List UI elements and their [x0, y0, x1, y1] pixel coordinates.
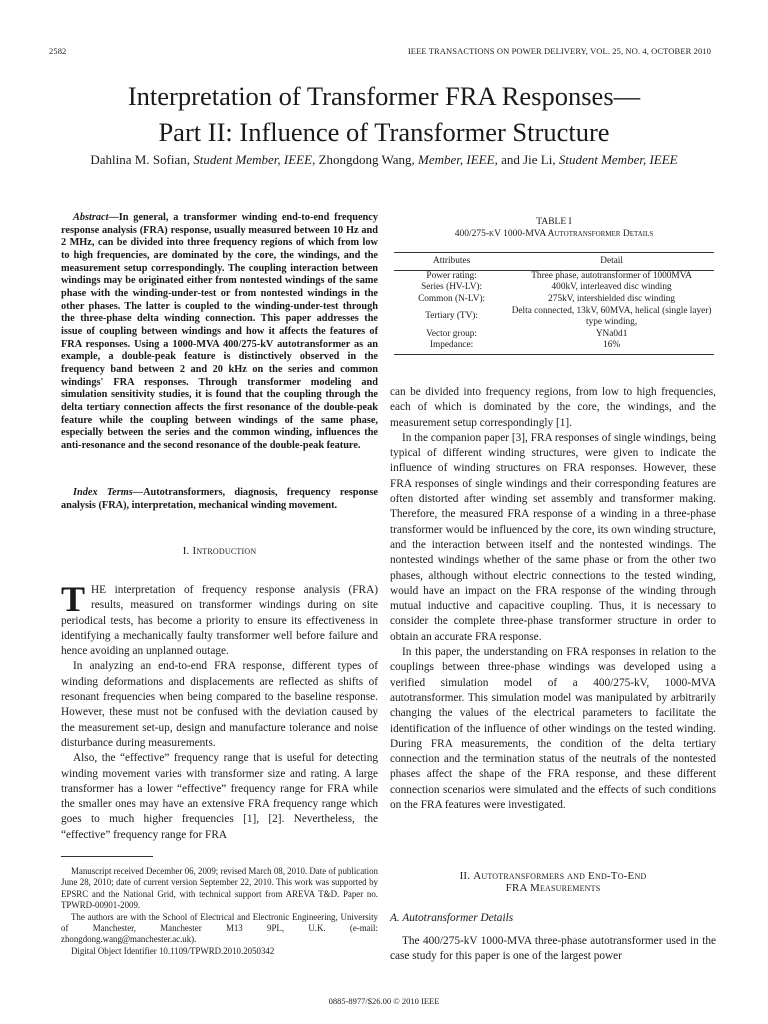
copyright-footer: 0885-8977/$26.00 © 2010 IEEE [328, 996, 440, 1006]
section-numeral: II. [459, 870, 471, 882]
footnotes [61, 866, 378, 957]
right-column-body [390, 385, 716, 813]
index-terms-text: Autotransformers, diagnosis, frequency response analysis (FRA), interpretation, mechanical winding movement. [61, 487, 378, 511]
paper-title-line2: Part II: Influence of Transformer Structure [158, 117, 610, 147]
author-role: Student Member, IEEE [193, 152, 313, 167]
table-cell: 400kV, interleaved disc winding [551, 282, 672, 293]
subsection-heading: A. Autotransformer Details [390, 912, 514, 924]
table-cell: Vector group: [426, 329, 478, 340]
table-header-cell: Detail [509, 253, 714, 271]
section-heading-autotransformers [390, 870, 716, 894]
author-role: Member, IEEE [418, 152, 495, 167]
footnote-affiliation: The authors are with the School of Electrical and Electronic Engineering, University of Manchester, Manchester M13 9PL, U.K. (e-mail: zhongdong.wang@manchester.ac.uk). [61, 911, 378, 945]
author-line: Dahlina M. Sofian, Student Member, IEEE, Zhongdong Wang, Member, IEEE, and Jie Li, Student Member, IEEE [90, 152, 678, 167]
page-number: 2582 [49, 46, 67, 56]
table-row [394, 329, 714, 340]
journal-header: IEEE TRANSACTIONS ON POWER DELIVERY, VOL. 25, NO. 4, OCTOBER 2010 [407, 46, 711, 56]
table-cell: 16% [509, 340, 714, 354]
author-name: Zhongdong Wang [318, 152, 412, 167]
table-cell: Tertiary (TV): [425, 311, 478, 322]
paragraph: In the companion paper [3], FRA responses of single windings, being typical of different winding structures, were given to indicate the influence of winding structures on FRA responses. However, these FRA responses of single windings and their corresponding features are often distorted after winding set assembly and transformer making. Therefore, the measured FRA response of a winding in a three-phase transformer would be influenced by the core, its own winding structure, and the interaction between itself and the nontested windings. The nontested windings whether of the same phase or from the other two phases, although without electric connections to the tested winding, would have an impact on the FRA response of the winding through mutual inductive and capacitive coupling. Thus, it is necessary to consider the complete three-phase transformer structure in order to obtain an accurate FRA response. [390, 431, 716, 643]
table-label: TABLE I [536, 217, 572, 227]
author-conjunction: and [501, 152, 520, 167]
footnote-divider [61, 856, 153, 857]
footnote-doi: Digital Object Identifier 10.1109/TPWRD.2010.2050342 [71, 945, 275, 956]
paper-title-line1: Interpretation of Transformer FRA Responses— [127, 81, 641, 111]
section-title-line1: Autotransformers and End-To-End [473, 870, 647, 882]
table-row [394, 271, 714, 283]
paragraph: In this paper, the understanding on FRA responses in relation to the couplings between three-phase windings was developed using a verified simulation model of a 400/275-kV, 1000-MVA autotransformer. This simulation model was manipulated by arbitrarily changing the values of the electrical parameters to facilitate the identification of the influence of other windings on the tested winding. During FRA measurements, the condition of the delta tertiary connection and the termination status of the neutrals of the nontested phases affect the shape of the FRA response, and these different connection scenarios were simulated and the effects of such conditions on the FRA features were investigated. [390, 646, 716, 812]
section-title-line2: FRA Measurements [505, 882, 601, 894]
table-cell: YNa0d1 [595, 329, 628, 340]
table-cell: 275kV, intershielded disc winding [548, 293, 676, 304]
table-cell: Series (HV-LV): [421, 282, 483, 293]
table-cell: Delta connected, 13kV, 60MVA, helical (single layer) type winding, [511, 305, 712, 328]
table-cell: Power rating: [426, 271, 477, 282]
autotransformer-details-table [394, 252, 714, 355]
section-title: Introduction [192, 545, 257, 557]
table-cell: Impedance: [394, 340, 509, 354]
abstract-text: In general, a transformer winding end-to-end frequency response analysis (FRA) response, usually measured between 10 Hz and 2 MHz, can be divided into three frequency regions of which from low to high frequencies, are dominated by the core, the windings, and the measurement setup correspondingly. The coupling interaction between windings may be originated either from nontested windings of the same phase with the winding-under-test or from nontested windings in the other phases. The latter is coupled to the winding-under-test through the three-phase delta winding connection. This paper addresses the issue of coupling between windings and how it affects the features of FRA responses. Using a 1000-MVA 400/275-kV autotransformer as an example, a double-peak feature is distinctively observed in the frequency band between 2 and 20 kHz on the series and common windings' FRA responses. Through transformer modeling and simulation sensitivity studies, it is found that the coupling through the delta tertiary connection affects the first resonance of the double-peak feature while the coupling between windings of the same phase, especially between the series and the common winding, influences the anti-resonance and the second resonance of the double-peak feature. [61, 212, 378, 451]
index-terms [61, 487, 378, 512]
footnote-manuscript: Manuscript received December 06, 2009; revised March 08, 2010. Date of publication June 28, 2010; date of current version September 22, 2010. This work was supported by EPSRC and the National Grid, with technical support from AREVA T&D. Paper no. TPWRD-00901-2009. [61, 866, 378, 911]
abstract-label: Abstract— [73, 212, 119, 223]
table-row [394, 340, 714, 354]
author-name: Dahlina M. Sofian [90, 152, 187, 167]
paragraph: In analyzing an end-to-end FRA response, different types of winding deformations and displacements are reflected as shifts of resonant frequencies when being compared to the baseline response. However, these must not be confused with the deviation caused by the measurement set-up, design and manufacture tolerance and noise disturbance during measurements. [61, 660, 378, 749]
paragraph: THE interpretation of frequency response analysis (FRA) results, measured on transformer windings during on site periodical tests, has become a priority to ensure its effectiveness in identifying a mechanically faulty transformer well before failure and hence avoiding an unplanned outage. [61, 579, 378, 658]
table-row [394, 282, 714, 293]
abstract [61, 212, 378, 452]
paragraph: Also, the “effective” frequency range that is useful for detecting winding movement varies with transformer size and rating. A large transformer has a lower “effective” frequency range for FRA while the smaller ones may have an extensive FRA frequency range which goes to much higher frequencies [1], [2]. Nevertheless, the “effective” frequency range for FRA [61, 752, 378, 841]
table-caption: 400/275-kV 1000-MVA Autotransformer Details [454, 229, 654, 239]
introduction-body [61, 579, 378, 843]
table-cell: Common (N-LV): [418, 293, 486, 304]
table-cell: Three phase, autotransformer of 1000MVA [531, 271, 692, 282]
paragraph: can be divided into frequency regions, from low to high frequencies, each of which is dominated by the core, the windings, and the measurement setup correspondingly [1]. [390, 386, 716, 429]
section-heading-introduction [61, 545, 378, 557]
table-row [394, 294, 714, 305]
section-numeral: I. [182, 545, 190, 557]
section2-body [390, 934, 716, 965]
table-header-cell: Attributes [394, 253, 509, 271]
author-name: Jie Li [523, 152, 553, 167]
index-terms-label: Index Terms— [73, 487, 144, 498]
paragraph: The 400/275-kV 1000-MVA three-phase autotransformer used in the case study for this paper is one of the largest power [390, 935, 716, 963]
drop-cap: T [61, 579, 86, 619]
author-role: Student Member, IEEE [558, 152, 678, 167]
table-row [394, 305, 714, 329]
